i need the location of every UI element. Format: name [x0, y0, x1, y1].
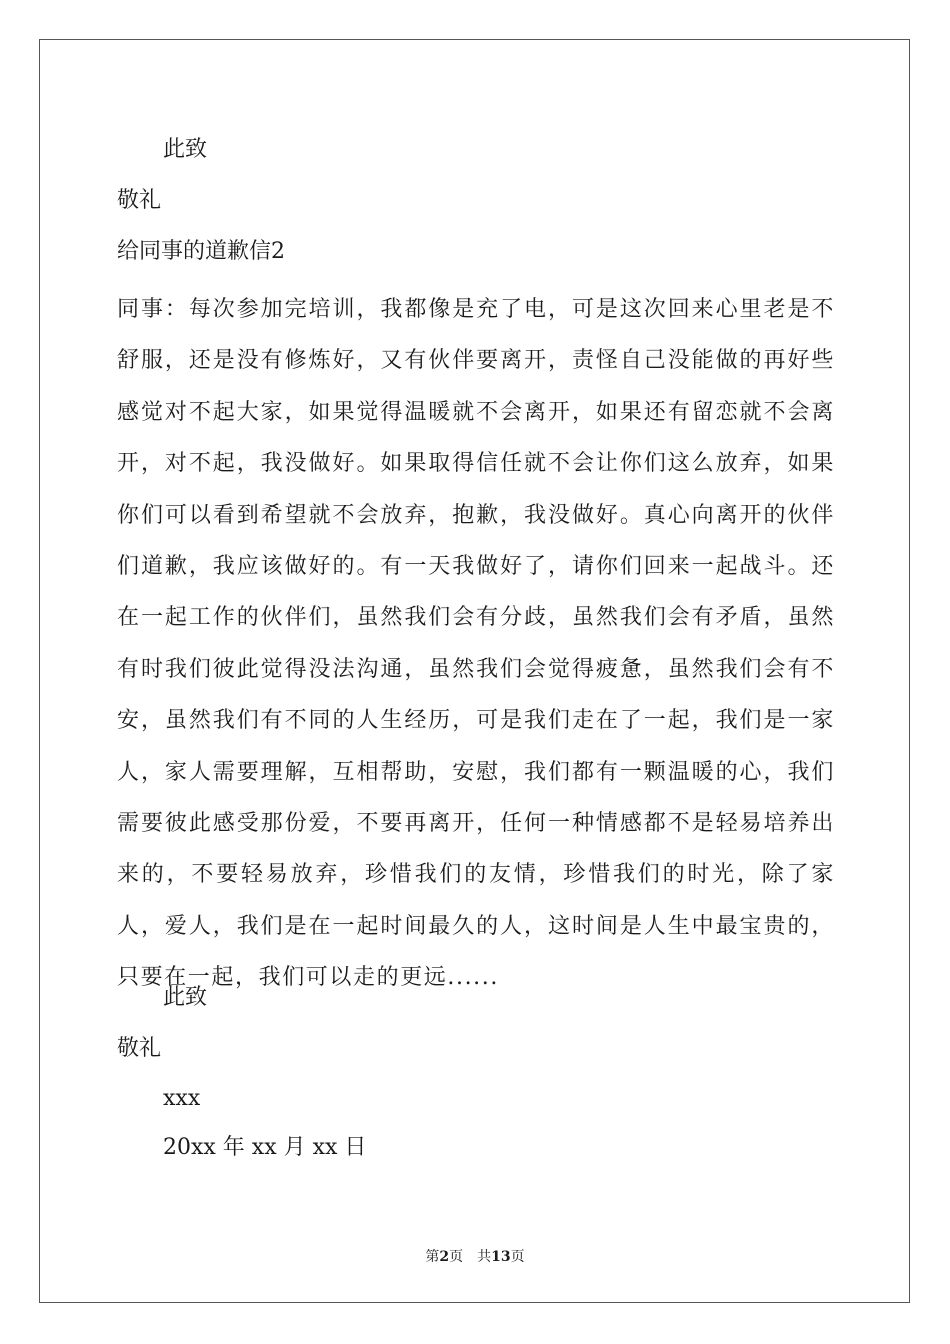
page-footer	[0, 1248, 950, 1266]
signature: xxx	[163, 1086, 201, 1111]
salutation-bottom: 此致	[163, 985, 208, 1010]
regards-top: 敬礼	[117, 188, 162, 213]
salutation-top: 此致	[163, 137, 208, 162]
letter-title: 给同事的道歉信2	[117, 239, 285, 264]
page-total: 13	[491, 1249, 511, 1265]
total-prefix: 共	[477, 1249, 492, 1265]
letter-body: 同事：每次参加完培训，我都像是充了电，可是这次回来心里老是不舒服，还是没有修炼好，又有伙伴要离开，责怪自己没能做的再好些感觉对不起大家，如果觉得温暖就不会离开，如果还有留恋就不会离开，对不起，我没做好。如果取得信任就不会让你们这么放弃，如果你们可以看到希望就不会放弃，抱歉，我没做好。真心向离开的伙伴们道歉，我应该做好的。有一天我做好了，请你们回来一起战斗。还在一起工作的伙伴们，虽然我们会有分歧，虽然我们会有矛盾，虽然有时我们彼此觉得没法沟通，虽然我们会觉得疲惫，虽然我们会有不安，虽然我们有不同的人生经历，可是我们走在了一起，我们是一家人，家人需要理解，互相帮助，安慰，我们都有一颗温暖的心，我们需要彼此感受那份爱，不要再离开，任何一种情感都不是轻易培养出来的，不要轻易放弃，珍惜我们的友情，珍惜我们的时光，除了家人，爱人，我们是在一起时间最久的人，这时间是人生中最宝贵的，只要在一起，我们可以走的更远......	[117, 297, 835, 991]
page-prefix: 第	[425, 1249, 440, 1265]
page-current: 2	[439, 1249, 450, 1265]
total-suffix: 页	[510, 1249, 525, 1265]
regards-bottom: 敬礼	[117, 1036, 162, 1061]
page-suffix: 页	[449, 1249, 464, 1265]
letter-date: 20xx 年 xx 月 xx 日	[163, 1135, 367, 1160]
